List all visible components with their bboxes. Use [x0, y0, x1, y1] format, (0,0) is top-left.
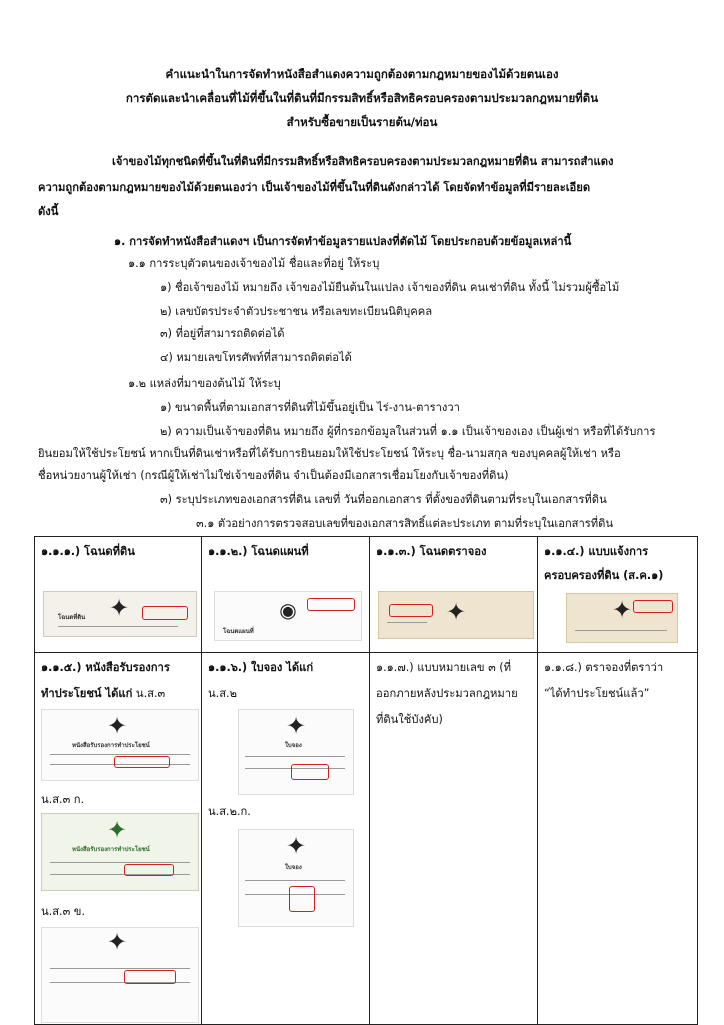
- section-3-1-heading: ๓.๑ ตัวอย่างการตรวจสอบเลขที่ของเอกสารสิทธิ์แต่ละประเภท ตามที่ระบุในเอกสารที่ดิน: [196, 517, 614, 530]
- cell-label-ns3-line-1: ๑.๑.๕.) หนังสือรับรองการ: [41, 661, 170, 674]
- section-1-2-item-2-line-1: ๒) ความเป็นเจ้าของที่ดิน หมายถึง ผู้ที่กรอกข้อมูลในส่วนที่ ๑.๑ เป็นเจ้าของเอง เป็นผู้เช่า หรือที่ได้รับการ: [160, 425, 656, 438]
- garuda-emblem-icon: ✦: [106, 816, 128, 844]
- table-cell-sor-kor-1: [538, 537, 698, 653]
- number-highlight-box: [289, 886, 315, 912]
- ns3kh-document-image: [41, 927, 199, 1023]
- document-type-table: [34, 536, 698, 1025]
- ns2k-document-image: [238, 829, 354, 927]
- cell-label-form-3-line-3: ที่ดินใช้บังคับ): [376, 713, 443, 726]
- cell-label-ns3kh: น.ส.๓ ข.: [41, 905, 85, 918]
- garuda-emblem-icon: ✦: [106, 928, 128, 956]
- cell-label-chanot-map: ๑.๑.๒.) โฉนดแผนที่: [208, 545, 309, 558]
- section-1-1-item-1: ๑) ชื่อเจ้าของไม้ หมายถึง เจ้าของไม้ยืนต้นในแปลง เจ้าของที่ดิน คนเช่าที่ดิน ทั้งนี้ ไม่รวมผู้ซื้อไม้: [160, 281, 620, 294]
- cell-label-ns3-line-2: [41, 681, 165, 707]
- garuda-emblem-icon: ✦: [285, 712, 307, 740]
- chanot-map-doc-title: โฉนดแผนที่: [223, 628, 254, 635]
- number-highlight-box: [124, 864, 174, 876]
- chanot-map-document-image: [214, 591, 362, 641]
- cell-label-chanot: ๑.๑.๑.) โฉนดที่ดิน: [41, 545, 135, 558]
- table-cell-tra-jong-used: [538, 653, 698, 1025]
- cell-label-bai-jong: ๑.๑.๖.) ใบจอง ได้แก่: [208, 661, 314, 674]
- cell-label-ns3-rest: น.ส.๓: [132, 687, 166, 700]
- garuda-emblem-icon: ✦: [285, 832, 307, 860]
- section-1-2-heading: ๑.๒ แหล่งที่มาของต้นไม้ ให้ระบุ: [128, 377, 281, 390]
- number-highlight-box: [142, 606, 188, 620]
- number-highlight-box: [307, 598, 355, 611]
- chanot-document-image: [43, 591, 197, 637]
- ns2k-doc-title: ใบจอง: [285, 864, 302, 871]
- garuda-emblem-icon: ◉: [279, 598, 297, 622]
- tra-jong-document-image: [378, 591, 534, 639]
- garuda-emblem-icon: ✦: [611, 596, 633, 624]
- table-cell-form-3: [370, 653, 538, 1025]
- ns3-doc-title: หนังสือรับรองการทำประโยชน์: [72, 742, 150, 749]
- garuda-emblem-icon: ✦: [445, 598, 467, 626]
- number-highlight-box: [633, 600, 673, 613]
- ns3-document-image: [41, 709, 199, 781]
- table-cell-tra-jong: [370, 537, 538, 653]
- intro-line-3: ดังนี้: [38, 205, 59, 218]
- title-line-1: คำแนะนำในการจัดทำหนังสือสำแดงความถูกต้องตามกฎหมายของไม้ด้วยตนเอง: [165, 67, 559, 81]
- table-cell-chanot: [34, 537, 202, 653]
- number-highlight-box: [389, 604, 433, 617]
- section-1-heading: ๑. การจัดทำหนังสือสำแดงฯ เป็นการจัดทำข้อมูลรายแปลงที่ตัดไม้ โดยประกอบด้วยข้อมูลเหล่านี้: [114, 235, 572, 248]
- cell-label-tra-jong: ๑.๑.๓.) โฉนดตราจอง: [376, 545, 487, 558]
- cell-label-ns3-bold: ทำประโยชน์ ได้แก่: [41, 687, 133, 700]
- title-line-2: การตัดและนำเคลื่อนที่ไม้ที่ขึ้นในที่ดินที่มีกรรมสิทธิ์หรือสิทธิครอบครองตามประมวลกฎหมายที่ดิน: [125, 91, 599, 105]
- ns2-doc-title: ใบจอง: [285, 742, 302, 749]
- garuda-emblem-icon: ✦: [106, 712, 128, 740]
- cell-label-ns2: น.ส.๒: [208, 687, 237, 700]
- number-highlight-box: [114, 756, 170, 768]
- number-highlight-box: [124, 970, 176, 984]
- number-highlight-box: [291, 764, 329, 780]
- table-cell-chanot-map: [202, 537, 370, 653]
- section-1-2-item-2-line-2: ยินยอมให้ใช้ประโยชน์ หากเป็นที่ดินเช่าหรือที่ได้รับการยินยอมให้ใช้ประโยชน์ ให้ระบุ ชื่อ-นามสกุล ของบุคคลผู้ให้เช่า หรือ: [38, 447, 621, 460]
- section-1-2-item-1: ๑) ขนาดพื้นที่ตามเอกสารที่ดินที่ไม้ขึ้นอยู่เป็น ไร่-งาน-ตารางวา: [160, 401, 460, 414]
- garuda-emblem-icon: ✦: [108, 594, 130, 622]
- table-cell-ns3: [34, 653, 202, 1025]
- cell-label-ns3k: น.ส.๓ ก.: [41, 793, 85, 806]
- chanot-doc-title: โฉนดที่ดิน: [58, 614, 86, 621]
- intro-line-2: ความถูกต้องตามกฎหมายของไม้ด้วยตนเองว่า เป็นเจ้าของไม้ที่ขึ้นในที่ดินดังกล่าวได้ โดยจัดทำข้อมูลที่มีรายละเอียด: [38, 181, 591, 194]
- ns3k-document-image: [41, 813, 199, 891]
- section-1-2-item-3: ๓) ระบุประเภทของเอกสารที่ดิน เลขที่ วันที่ออกเอกสาร ที่ตั้งของที่ดินตามที่ระบุในเอกสารที่ดิน: [160, 493, 607, 506]
- title-line-3: สำหรับซื้อขายเป็นรายต้น/ท่อน: [286, 115, 438, 129]
- ns3k-doc-title: หนังสือรับรองการทำประโยชน์: [72, 846, 150, 853]
- cell-label-form-3-line-1: ๑.๑.๗.) แบบหมายเลข ๓ (ที่: [376, 661, 512, 674]
- cell-label-sor-kor-1-line-1: ๑.๑.๔.) แบบแจ้งการ: [544, 545, 649, 558]
- ns2-document-image: [238, 709, 354, 795]
- cell-label-tra-jong-used-line-2: “ได้ทำประโยชน์แล้ว”: [544, 687, 650, 700]
- cell-label-sor-kor-1-line-2: ครอบครองที่ดิน (ส.ค.๑): [544, 569, 664, 582]
- section-1-2-item-2-line-3: ชื่อหน่วยงานผู้ให้เช่า (กรณีผู้ให้เช่าไม่ใช่เจ้าของที่ดิน จำเป็นต้องมีเอกสารเชื่อมโยงกับเจ้าของที่ดิน): [38, 469, 509, 482]
- section-1-1-item-2: ๒) เลขบัตรประจำตัวประชาชน หรือเลขทะเบียนนิติบุคคล: [160, 305, 433, 318]
- cell-label-ns2k: น.ส.๒.ก.: [208, 805, 251, 818]
- section-1-1-item-4: ๔) หมายเลขโทรศัพท์ที่สามารถติดต่อได้: [160, 351, 352, 364]
- cell-label-tra-jong-used-line-1: ๑.๑.๘.) ตราจองที่ตราว่า: [544, 661, 664, 674]
- sor-kor-1-document-image: [566, 593, 678, 643]
- table-cell-bai-jong: [202, 653, 370, 1025]
- section-1-1-item-3: ๓) ที่อยู่ที่สามารถติดต่อได้: [160, 327, 285, 340]
- section-1-1-heading: ๑.๑ การระบุตัวตนของเจ้าของไม้ ชื่อและที่อยู่ ให้ระบุ: [128, 257, 380, 270]
- intro-line-1: เจ้าของไม้ทุกชนิดที่ขึ้นในที่ดินที่มีกรรมสิทธิ์หรือสิทธิครอบครองตามประมวลกฎหมายที่ดิน สามารถสำแดง: [112, 155, 614, 168]
- cell-label-form-3-line-2: ออกภายหลังประมวลกฎหมาย: [376, 687, 518, 700]
